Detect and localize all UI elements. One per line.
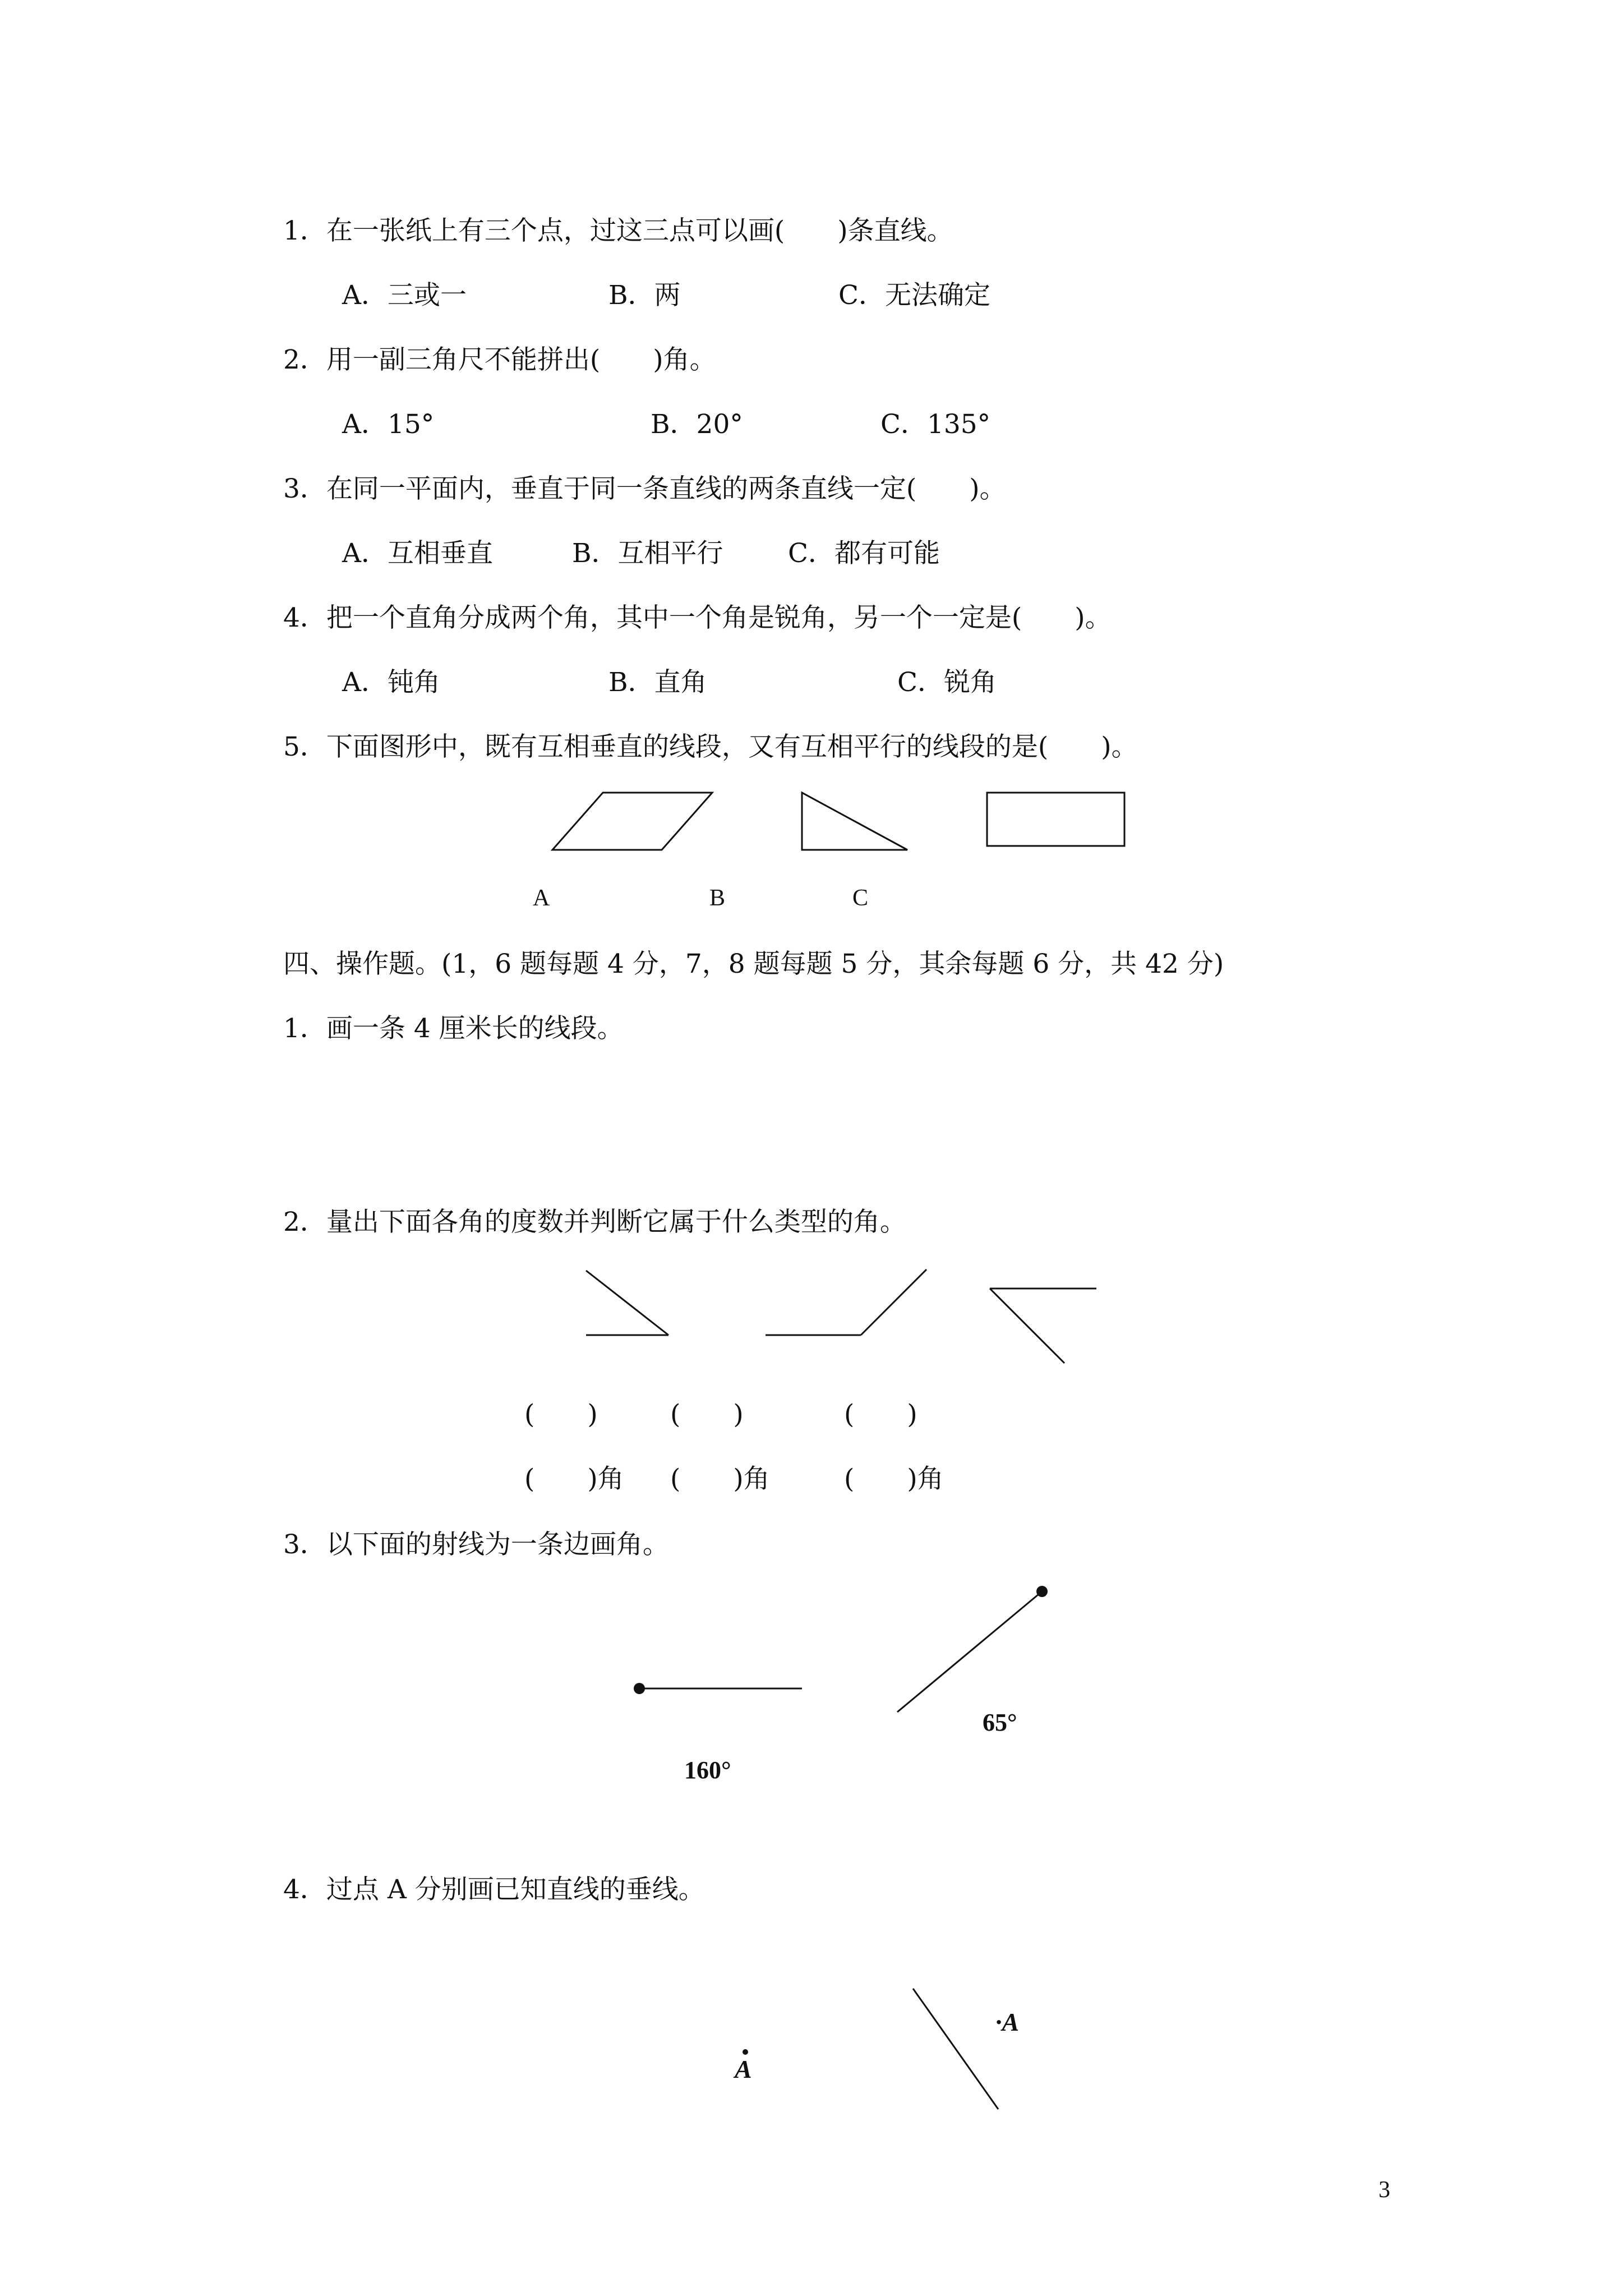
- mc-question-2: 2．用一副三角尺不能拼出( )角。: [283, 344, 716, 375]
- given-line: [913, 1989, 998, 2109]
- parallelogram-shape: [552, 793, 712, 850]
- angle1-arm-diagonal: [586, 1271, 668, 1335]
- mc-question-5: 5．下面图形中，既有互相垂直的线段，又有互相平行的线段的是( )。: [283, 731, 1138, 762]
- q2-type-blank-3: ( )角: [844, 1464, 944, 1494]
- q5-label-a: A: [533, 885, 550, 911]
- angle-160-label: 160°: [684, 1756, 731, 1784]
- mc-q2-option-a: A．15°: [342, 409, 435, 440]
- op-question-3: 3．以下面的射线为一条边画角。: [283, 1529, 669, 1560]
- mc-question-3: 3．在同一平面内，垂直于同一条直线的两条直线一定( )。: [283, 473, 1006, 504]
- q5-label-c: C: [852, 885, 869, 911]
- mc-q3-option-a: A．互相垂直: [342, 538, 493, 569]
- angle3-arm-diagonal: [990, 1289, 1064, 1363]
- op-question-2: 2．量出下面各角的度数并判断它属于什么类型的角。: [283, 1207, 906, 1237]
- rectangle-shape: [987, 793, 1124, 846]
- q2-type-blank-2: ( )角: [670, 1464, 770, 1494]
- ray2: [897, 1591, 1042, 1712]
- mc-q4-option-c: C．锐角: [897, 667, 997, 698]
- mc-q3-option-c: C．都有可能: [788, 538, 940, 569]
- op-question-1: 1．画一条 4 厘米长的线段。: [283, 1013, 624, 1044]
- q5-label-b: B: [709, 885, 726, 911]
- mc-q4-option-b: B．直角: [608, 667, 707, 698]
- page-number: 3: [1378, 2177, 1390, 2203]
- mc-question-4: 4．把一个直角分成两个角，其中一个角是锐角，另一个一定是( )。: [283, 602, 1112, 633]
- angle-65-label: 65°: [983, 1709, 1017, 1736]
- mc-q2-option-c: C．135°: [880, 409, 991, 440]
- q2-degree-blank-3: ( ): [844, 1399, 917, 1430]
- mc-q2-option-b: B．20°: [651, 409, 743, 440]
- point-a-right: ·A: [995, 2008, 1020, 2036]
- q2-type-blank-1: ( )角: [524, 1464, 624, 1494]
- right-triangle-shape: [802, 793, 907, 850]
- mc-q1-option-a: A．三或一: [342, 280, 467, 311]
- op-question-4: 4．过点 A 分别画已知直线的垂线。: [283, 1874, 705, 1905]
- mc-question-1: 1．在一张纸上有三个点，过这三点可以画( )条直线。: [283, 215, 953, 246]
- q2-degree-blank-2: ( ): [670, 1399, 744, 1430]
- mc-q3-option-b: B．互相平行: [572, 538, 723, 569]
- mc-q1-option-b: B．两: [608, 280, 681, 311]
- angle2-arm-diagonal: [861, 1269, 926, 1335]
- section-4-heading: 四、操作题。(1，6 题每题 4 分，7，8 题每题 5 分，其余每题 6 分，共 42 分): [283, 949, 1224, 979]
- q2-degree-blank-1: ( ): [524, 1399, 598, 1430]
- mc-q1-option-c: C．无法确定: [838, 280, 990, 311]
- mc-q4-option-a: A．钝角: [342, 667, 440, 698]
- point-a-left: A: [735, 2055, 752, 2083]
